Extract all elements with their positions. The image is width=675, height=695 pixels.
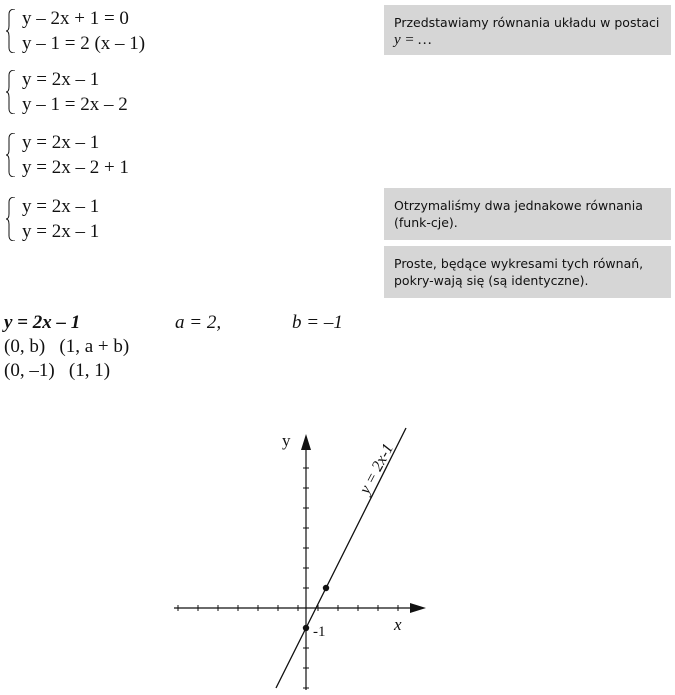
equation-line: y – 2x + 1 = 0 [22,8,129,29]
points-values: (0, –1) (1, 1) [4,360,111,381]
x-axis-label: x [394,615,402,634]
note-text: Proste, będące wykresami tych równań, pokry-wają się (są identyczne). [394,256,644,288]
equation-line: y – 1 = 2 (x – 1) [22,33,146,54]
equation-line: y = 2x – 1 [22,221,100,242]
equation-line: y = 2x – 1 [22,69,100,90]
x-arrow-icon [410,603,426,613]
intercept-label: -1 [313,624,326,640]
equation-line: y = 2x – 1 [22,132,100,153]
y-axis-label: y [282,431,291,450]
axes [174,434,426,690]
note-text: Otrzymaliśmy dwa jednakowe równania (funk-cje). [394,198,643,230]
equation-line: y = 2x – 1 [22,196,100,217]
point-marker [323,585,329,591]
equation-line: y = 2x – 2 + 1 [22,157,129,178]
note-math: y = … [394,32,432,48]
note-text: Przedstawiamy równania układu w postaci [394,15,660,30]
line-label: y = 2x-1 [356,440,398,497]
points-general: (0, b) (1, a + b) [4,336,130,357]
summary-a: a = 2, [175,312,222,333]
y-arrow-icon [301,434,311,450]
point-marker [303,625,309,631]
summary-b: b = –1 [292,312,343,333]
equation-line: y – 1 = 2x – 2 [22,94,128,115]
summary-equation: y = 2x – 1 [4,312,81,333]
